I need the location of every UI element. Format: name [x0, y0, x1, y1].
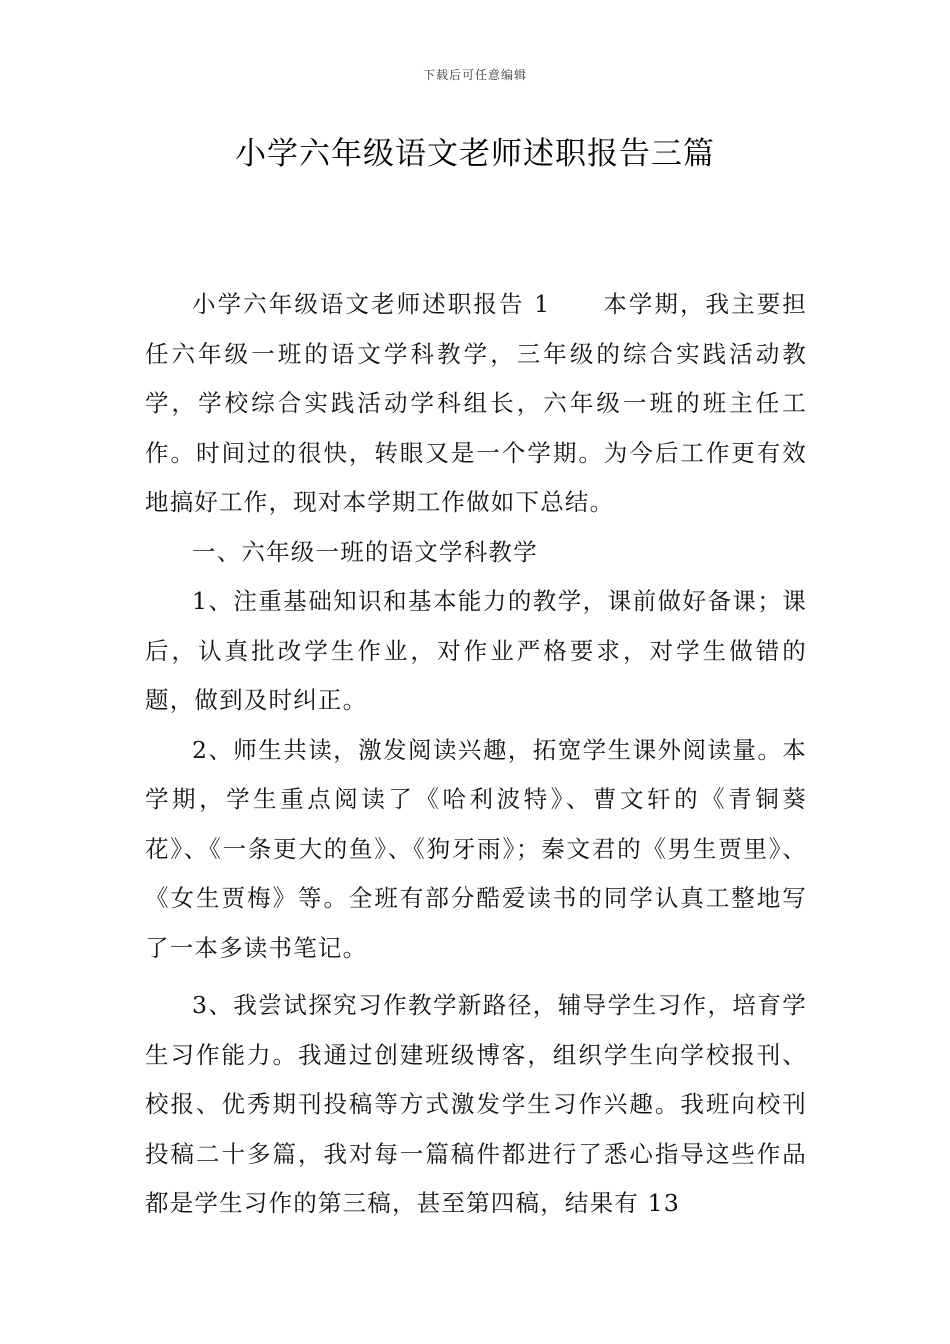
paragraph-item-1: 1、注重基础知识和基本能力的教学，课前做好备课；课后，认真批改学生作业，对作业严格要求，对学生做错的题，做到及时纠正。 [145, 587, 807, 714]
header-note: 下载后可任意编辑 [422, 68, 527, 82]
section-heading: 一、六年级一班的语文学科教学 [192, 537, 538, 566]
paragraph-item-3: 3、我尝试探究习作教学新路径，辅导学生习作，培育学生习作能力。我通过创建班级博客，组织学生向学校报刊、校报、优秀期刊投稿等方式激发学生习作兴趣。我班向校刊投稿二十多篇，我对每一篇稿件都进行了悉心指导这些作品都是学生习作的第三稿，甚至第四稿，结果有 13 [145, 991, 807, 1217]
intro-paragraph [145, 280, 807, 528]
document-body [145, 280, 807, 1229]
intro-text: 本学期，我主要担任六年级一班的语文学科教学，三年级的综合实践活动教学，学校综合实践活动学科组长，六年级一班的班主任工作。时间过的很快，转眼又是一个学期。为今后工作更有效地搞好工作，现对本学期工作做如下总结。 [145, 290, 807, 516]
document-title: 小学六年级语文老师述职报告三篇 [235, 136, 715, 172]
paragraph-item-2: 2、师生共读，激发阅读兴趣，拓宽学生课外阅读量。本学期，学生重点阅读了《哈利波特》、曹文轩的《青铜葵花》、《一条更大的鱼》、《狗牙雨》；秦文君的《男生贾里》、《女生贾梅》等。全班有部分酷爱读书的同学认真工整地写了一本多读书笔记。 [145, 735, 807, 962]
intro-heading: 小学六年级语文老师述职报告 1 [192, 290, 551, 318]
